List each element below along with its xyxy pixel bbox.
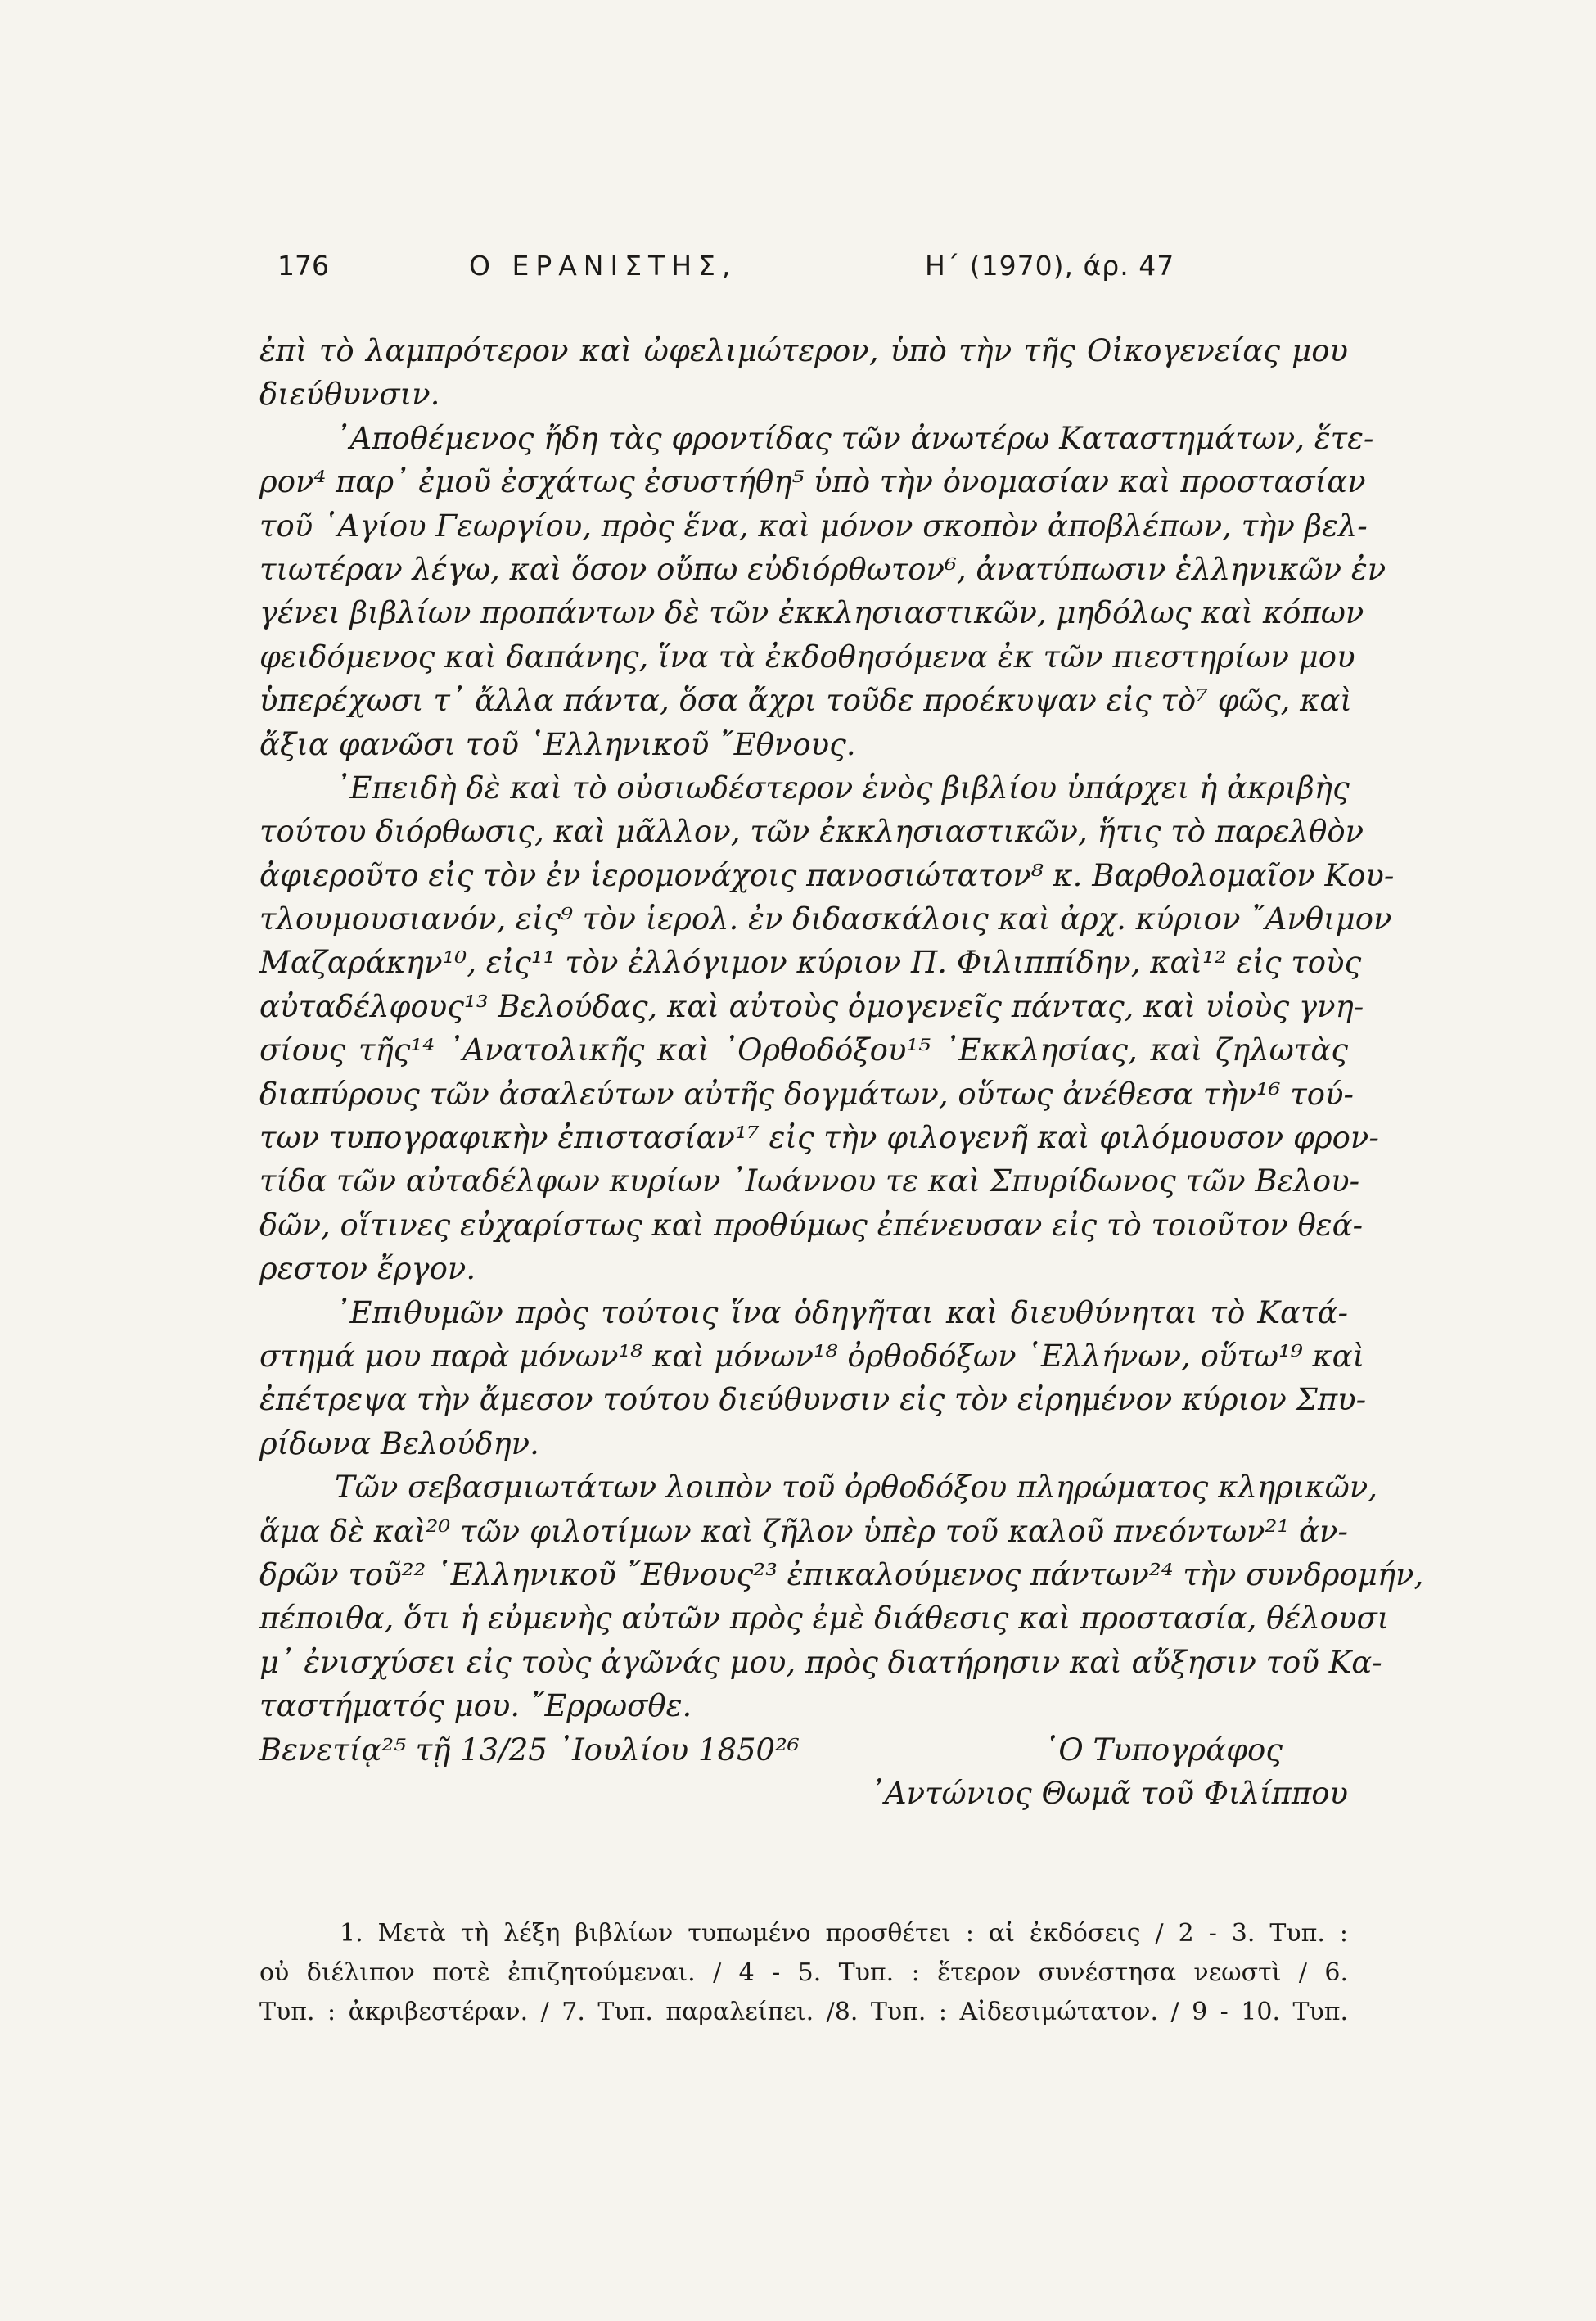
signature-line bbox=[259, 1728, 1348, 1772]
text-line: ἀφιεροῦτο εἰς τὸν ἐν ἱερομονάχοις πανοσιώτατον⁸ κ. Βαρθολομαῖον Κου- bbox=[259, 857, 1395, 893]
footnotes bbox=[259, 1914, 1348, 2032]
text-line: τούτου διόρθωσις, καὶ μᾶλλον, τῶν ἐκκλησιαστικῶν, ἥτις τὸ παρελθὸν bbox=[259, 814, 1364, 850]
text-line: ὑπερέχωσι τ᾿ ἄλλα πάντα, ὅσα ἄχρι τοῦδε προέκυψαν εἰς τὸ⁷ φῶς, καὶ bbox=[259, 683, 1352, 719]
paragraph-start-line: Τῶν σεβασμιωτάτων λοιπὸν τοῦ ὀρθοδόξου πληρώματος κληρικῶν, bbox=[335, 1470, 1377, 1506]
text-line: ἅμα δὲ καὶ²⁰ τῶν φιλοτίμων καὶ ζῆλον ὑπὲρ τοῦ καλοῦ πνεόντων²¹ ἀν- bbox=[259, 1513, 1348, 1549]
text-line: τλουμουσιανόν, εἰς⁹ τὸν ἱερολ. ἐν διδασκάλοις καὶ ἀρχ. κύριον ῎Ανθιμον bbox=[259, 901, 1392, 937]
page-number: 176 bbox=[277, 250, 329, 282]
text-line: αὐταδέλφους¹³ Βελούδας, καὶ αὐτοὺς ὁμογενεῖς πάντας, καὶ υἱοὺς γνη- bbox=[259, 988, 1364, 1024]
paragraph-start-line: ᾿Επιθυμῶν πρὸς τούτοις ἵνα ὁδηγῆται καὶ διευθύνηται τὸ Κατά- bbox=[335, 1294, 1348, 1330]
journal-title: Ο ΕΡΑΝΙΣΤΗΣ, bbox=[469, 250, 737, 282]
text-line: ἄξια φανῶσι τοῦ ῾Ελληνικοῦ ῎Εθνους. bbox=[259, 726, 856, 762]
text-line: Μαζαράκην¹⁰, εἰς¹¹ τὸν ἐλλόγιμον κύριον Π. Φιλιππίδην, καὶ¹² εἰς τοὺς bbox=[259, 945, 1362, 981]
text-line: δρῶν τοῦ²² ῾Ελληνικοῦ ῎Εθνους²³ ἐπικαλούμενος πάντων²⁴ τὴν συνδρομήν, bbox=[259, 1556, 1424, 1592]
text-line: γένει βιβλίων προπάντων δὲ τῶν ἐκκλησιαστικῶν, μηδόλως καὶ κόπων bbox=[259, 595, 1364, 631]
text-line: τιωτέραν λέγω, καὶ ὅσον οὔπω εὐδιόρθωτον⁶, ἀνατύπωσιν ἑλληνικῶν ἐν bbox=[259, 551, 1386, 587]
text-line: στημά μου παρὰ μόνων¹⁸ καὶ μόνων¹⁸ ὀρθοδόξων ῾Ελλήνων, οὕτω¹⁹ καὶ bbox=[259, 1338, 1365, 1374]
text-line: πέποιθα, ὅτι ἡ εὐμενὴς αὐτῶν πρὸς ἐμὲ διάθεσις καὶ προστασία, θέλουσι bbox=[259, 1601, 1390, 1637]
paragraph-start-line: ᾿Αποθέμενος ἤδη τὰς φροντίδας τῶν ἀνωτέρω Καταστημάτων, ἕτε- bbox=[335, 420, 1374, 456]
text-line: φειδόμενος καὶ δαπάνης, ἵνα τὰ ἐκδοθησόμενα ἐκ τῶν πιεστηρίων μου bbox=[259, 639, 1355, 675]
text-line: δῶν, οἵτινες εὐχαρίστως καὶ προθύμως ἐπένευσαν εἰς τὸ τοιοῦτον θεά- bbox=[259, 1207, 1364, 1243]
text-line: ταστήματός μου. ῎Ερρωσθε. bbox=[259, 1688, 692, 1724]
journal-volume-year: Η΄ (1970), άρ. 47 bbox=[925, 250, 1175, 282]
text-line: ἐπὶ τὸ λαμπρότερον καὶ ὠφελιμώτερον, ὑπὸ τὴν τῆς Οἰκογενείας μου bbox=[259, 333, 1348, 368]
paragraph-start-line: ᾿Επειδὴ δὲ καὶ τὸ οὐσιωδέστερον ἑνὸς βιβλίου ὑπάρχει ἡ ἀκριβὴς bbox=[335, 770, 1350, 806]
text-line: ρον⁴ παρ᾿ ἐμοῦ ἐσχάτως ἐσυστήθη⁵ ὑπὸ τὴν ὀνομασίαν καὶ προστασίαν bbox=[259, 464, 1366, 500]
footnote-line: 1. Μετὰ τὴ λέξη βιβλίων τυπωμένο προσθέτει : αἱ ἐκδόσεις / 2 - 3. Τυπ. : bbox=[340, 1919, 1348, 1948]
main-text bbox=[259, 329, 1424, 1815]
text-line: τίδα τῶν αὐταδέλφων κυρίων ᾿Ιωάννου τε καὶ Σπυρίδωνος τῶν Βελου- bbox=[259, 1163, 1360, 1199]
footnote-line: οὐ διέλιπον ποτὲ ἐπιζητούμεναι. / 4 - 5. Τυπ. : ἕτερον συνέστησα νεωστὶ / 6. bbox=[259, 1958, 1348, 1987]
text-line: σίους τῆς¹⁴ ᾿Ανατολικῆς καὶ ᾿Ορθοδόξου¹⁵ ᾿Εκκλησίας, καὶ ζηλωτὰς bbox=[259, 1032, 1348, 1068]
text-line: διαπύρους τῶν ἀσαλεύτων αὐτῆς δογμάτων, οὕτως ἀνέθεσα τὴν¹⁶ τού- bbox=[259, 1076, 1355, 1112]
running-header bbox=[0, 246, 1596, 287]
text-line: ρεστον ἔργον. bbox=[259, 1251, 476, 1287]
text-line: μ᾿ ἐνισχύσει εἰς τοὺς ἀγῶνάς μου, πρὸς διατήρησιν καὶ αὔξησιν τοῦ Κα- bbox=[259, 1644, 1382, 1680]
text-line: ἐπέτρεψα τὴν ἄμεσον τούτου διεύθυνσιν εἰς τὸν εἰρημένον κύριον Σπυ- bbox=[259, 1382, 1367, 1418]
text-line: τοῦ ῾Αγίου Γεωργίου, πρὸς ἕνα, καὶ μόνον σκοπὸν ἀποβλέπων, τὴν βελ- bbox=[259, 508, 1368, 544]
signature-name-line bbox=[259, 1772, 1348, 1815]
signature-date: Βενετίᾳ²⁵ τῇ 13/25 ᾿Ιουλίου 1850²⁶ bbox=[259, 1732, 800, 1768]
signature-role: ῾Ο Τυπογράφος bbox=[1043, 1732, 1283, 1768]
text-line: των τυπογραφικὴν ἐπιστασίαν¹⁷ εἰς τὴν φιλογενῆ καὶ φιλόμουσον φρον- bbox=[259, 1120, 1379, 1156]
text-line: ρίδωνα Βελούδην. bbox=[259, 1425, 539, 1461]
footnote-line: Τυπ. : ἀκριβεστέραν. / 7. Τυπ. παραλείπει. /8. Τυπ. : Αἰδεσιμώτατον. / 9 - 10. Τυπ. bbox=[259, 1998, 1348, 2026]
text-line: διεύθυνσιν. bbox=[259, 377, 440, 413]
signature-name: ᾿Αντώνιος Θωμᾶ τοῦ Φιλίππου bbox=[869, 1775, 1348, 1811]
